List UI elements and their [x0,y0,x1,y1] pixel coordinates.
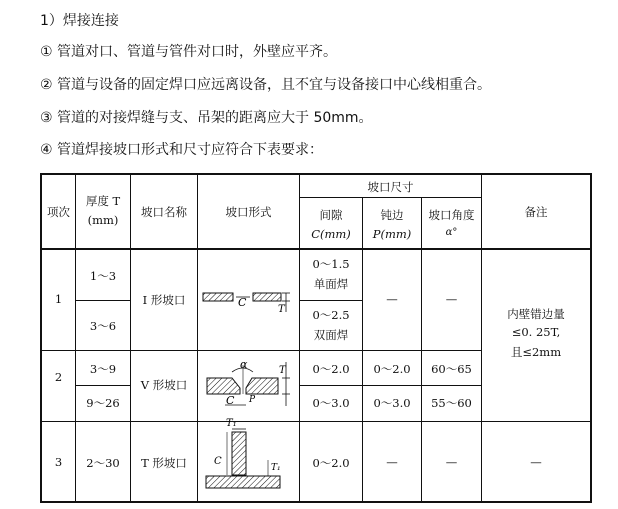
row2-blunt-a: 0～2.0 [373,362,411,376]
row2-thickness-a: 3～9 [89,362,117,376]
row3-thickness: 2～30 [86,456,120,470]
rule-item-3: ③ 管道的对接焊缝与支、吊架的距离应大于 50mm。 [40,110,373,126]
row2-gap-a: 0～2.0 [312,362,350,376]
t-fig-t1b-label: T₁ [271,463,281,473]
v-fig-alpha-label: α [240,358,248,371]
v-fig-p-label: P [249,395,256,405]
t-fig-t1-label: T₁ [226,418,237,429]
row1-thickness-b: 3～6 [89,319,117,333]
row2-gap-b: 0～3.0 [312,396,350,410]
row3-name: T 形坡口 [141,456,187,470]
rule-item-4: ④ 管道焊接坡口形式和尺寸应符合下表要求： [40,142,323,158]
header-no: 项次 [47,205,70,219]
t-fig-c-label: C [214,456,222,467]
row1-name: I 形坡口 [142,293,186,307]
row2-no: 2 [54,370,63,384]
row1-blunt: — [386,292,398,306]
row1-gap-a-note: 单面焊 [313,277,349,291]
i-fig-t-label: T [278,304,285,315]
v-fig-t-label: T [279,365,286,376]
row1-no: 1 [54,292,63,306]
row1-angle: — [445,292,458,306]
row1-thickness-a: 1～3 [89,269,117,283]
t-groove-figure [206,418,281,488]
row3-blunt: — [386,455,398,469]
header-blunt-unit: P(mm) [372,227,412,241]
row2-thickness-b: 9～26 [86,396,120,410]
row3-gap: 0～2.0 [312,456,350,470]
rule-item-1: ① 管道对口、管道与管件对口时，外壁应平齐。 [40,44,337,60]
header-remark: 备注 [524,205,548,219]
remark-line-3: 且≤2mm [510,345,562,359]
header-dims: 坡口尺寸 [367,180,414,194]
row2-angle-a: 60～65 [431,362,472,376]
header-gap-unit: C(mm) [311,227,351,241]
header-blunt: 钝边 [380,208,404,222]
row2-name: V 形坡口 [140,378,188,392]
header-form: 坡口形式 [225,205,272,219]
row2-angle-b: 55～60 [431,396,472,410]
row1-gap-b: 0～2.5 [312,308,350,322]
row1-gap-a: 0～1.5 [312,257,350,271]
header-name: 坡口名称 [141,205,187,219]
row3-no: 3 [54,455,63,469]
header-thickness: 厚度 T [85,194,121,208]
v-fig-c-label: C [226,394,235,407]
remark-line-2: ≤0. 25T, [511,325,561,339]
row2-blunt-b: 0～3.0 [373,396,411,410]
header-angle: 坡口角度 [428,208,475,222]
row1-gap-b-note: 双面焊 [313,328,349,342]
i-fig-c-label: C [238,296,247,309]
section-heading: 1）焊接连接 [40,13,119,29]
rule-item-2: ② 管道与设备的固定焊口应远离设备，且不宜与设备接口中心线相重合。 [40,77,491,93]
header-gap: 间隙 [319,208,343,222]
row3-angle: — [445,455,458,469]
v-groove-figure [207,358,290,407]
i-groove-figure [203,293,290,315]
row3-remark: — [530,455,542,469]
remark-line-1: 内壁错边量 [507,307,565,321]
header-angle-unit: α° [445,227,458,238]
header-thickness-unit: (mm) [87,213,119,227]
